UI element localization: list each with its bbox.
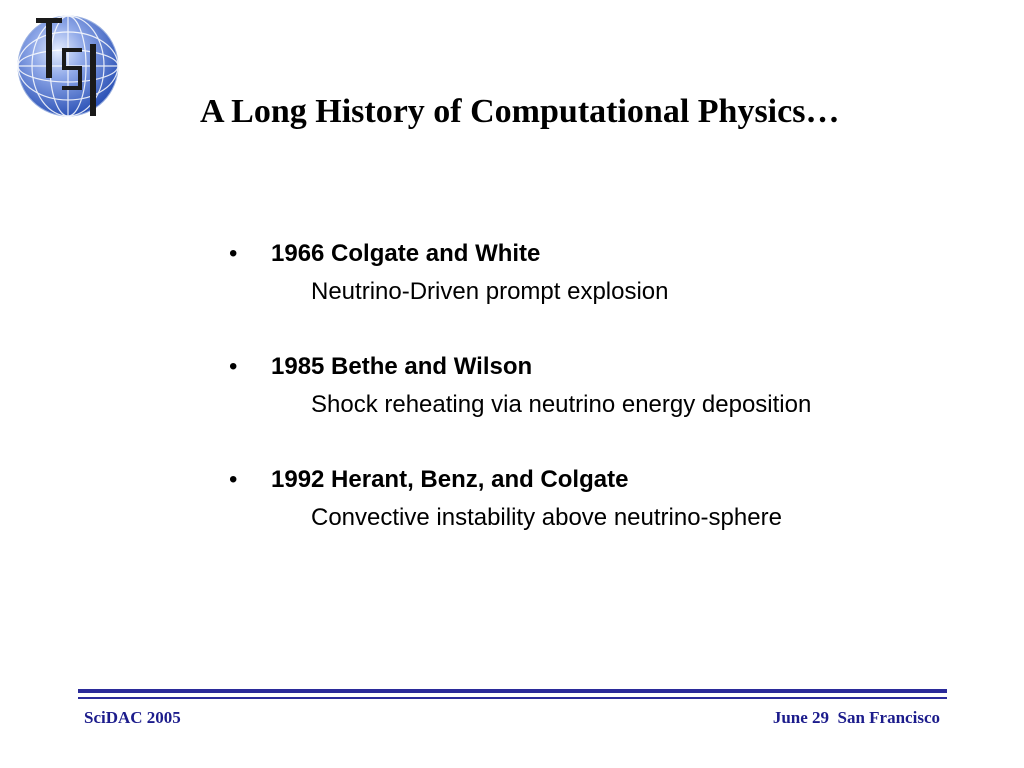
footer-divider-thick (78, 689, 947, 693)
bullet-detail: Shock reheating via neutrino energy deposition (311, 391, 812, 418)
footer-divider-thin (78, 697, 947, 699)
bullet-item (229, 348, 949, 461)
footer-date-location: June 29 San Francisco (772, 708, 940, 727)
bullet-heading: 1992 Herant, Benz, and Colgate (271, 466, 629, 493)
bullet-item (229, 235, 949, 348)
bullet-dot-icon: • (229, 466, 238, 493)
tsi-globe-logo-icon (10, 8, 126, 120)
bullet-heading: 1985 Bethe and Wilson (271, 353, 533, 380)
footer-conference: SciDAC 2005 (84, 708, 181, 727)
bullet-list (229, 235, 949, 574)
bullet-detail: Convective instability above neutrino-sphere (311, 504, 782, 531)
bullet-item (229, 461, 949, 574)
slide-title: A Long History of Computational Physics… (200, 93, 840, 130)
bullet-detail: Neutrino-Driven prompt explosion (311, 278, 669, 305)
bullet-heading: 1966 Colgate and White (271, 240, 541, 267)
bullet-dot-icon: • (229, 240, 238, 267)
bullet-dot-icon: • (229, 353, 238, 380)
